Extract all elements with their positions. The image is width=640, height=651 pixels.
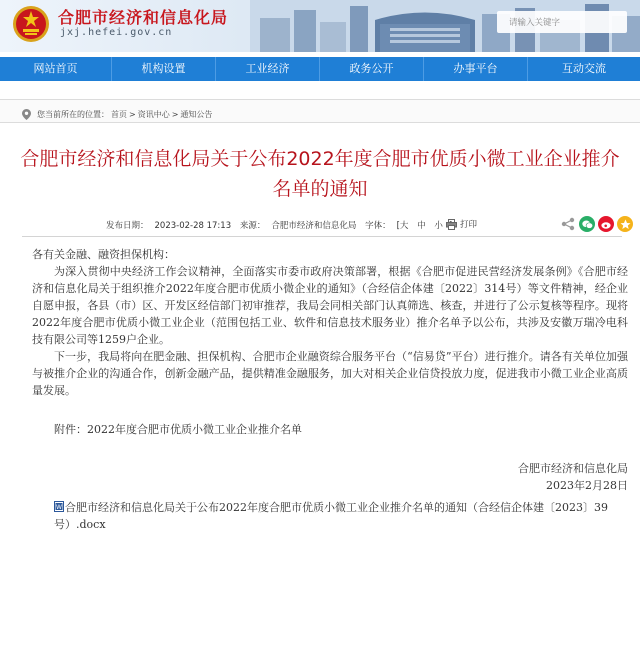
print-icon xyxy=(446,219,457,230)
article-meta-bar xyxy=(22,215,622,237)
source-label: 来源： xyxy=(239,221,266,231)
nav-item-gov-affairs[interactable]: 政务公开 xyxy=(320,57,424,81)
main-nav xyxy=(0,57,640,81)
attachment-file-link[interactable] xyxy=(32,499,628,533)
breadcrumb-separator: > xyxy=(171,109,179,119)
attachment-line: 附件：2022年度合肥市优质小微工业企业推介名单 xyxy=(54,423,302,436)
print-button[interactable] xyxy=(446,218,477,230)
wechat-icon[interactable] xyxy=(579,216,595,232)
article-paragraph: 下一步，我局将向在肥金融、担保机构、合肥市企业融资综合服务平台（“信易贷”平台）进行推介。请各有关单位加强与被推介企业的沟通合作，创新金融产品，提供精准金融服务，加大对相关企业信贷投放力度，促进我市小微工业企业高质量发展。 xyxy=(32,350,628,397)
nav-item-interaction[interactable]: 互动交流 xyxy=(562,62,606,75)
search-input[interactable]: 请输入关键字 xyxy=(497,11,627,33)
breadcrumb-notices[interactable]: 通知公告 xyxy=(180,109,213,119)
article-meta xyxy=(106,219,458,231)
breadcrumb-prefix: 您当前所在的位置： xyxy=(37,109,109,119)
breadcrumb-separator: > xyxy=(129,109,136,119)
site-title[interactable]: 合肥市经济和信息化局 xyxy=(58,8,229,27)
print-label: 打印 xyxy=(460,220,478,230)
font-label: 字体： xyxy=(365,221,391,231)
emblem-icon xyxy=(12,4,50,44)
weibo-icon[interactable] xyxy=(598,216,614,232)
attachment-file-name: 合肥市经济和信息化局关于公布2022年度合肥市优质小微工业企业推介名单的通知（合经信企体建〔2023〕39号）.docx xyxy=(54,501,608,531)
breadcrumb-news-center[interactable]: 资讯中心 xyxy=(137,109,170,119)
breadcrumb xyxy=(0,99,640,123)
location-pin-icon xyxy=(22,109,31,120)
share-bar xyxy=(560,216,633,232)
source-value: 合肥市经济和信息化局 xyxy=(271,221,357,231)
article-body xyxy=(32,246,628,533)
share-icon[interactable] xyxy=(560,216,576,232)
doc-file-icon xyxy=(54,501,64,512)
publish-date: 2023-02-28 17:13 xyxy=(154,221,232,231)
nav-item-services[interactable]: 办事平台 xyxy=(424,57,528,81)
article-paragraph: 为深入贯彻中央经济工作会议精神，全面落实市委市政府决策部署，根据《合肥市促进民营经济发展条例》《合肥市经济和信息化局关于组织推介2022年度合肥市优质小微企业的通知》（合经信企体建〔2022〕314号）等文件精神，经企业自愿申报，各县（市）区、开发区经信部门初审推荐，我局会同相关部门认真筛选、核查，并进行了公示复核等程序。现将2022年度合肥市优质小微工业企业（范围包括工业、软件和信息技术服务业）推介名单予以公布，共涉及安徽万瑞冷电科技有限公司等1259户企业。 xyxy=(32,265,628,346)
font-size-large[interactable]: 大 xyxy=(399,221,409,231)
page-title: 合肥市经济和信息化局关于公布2022年度合肥市优质小微工业企业推介名单的通知 xyxy=(20,148,620,200)
sign-date: 2023年2月28日 xyxy=(546,479,628,492)
nav-item-industry[interactable]: 工业经济 xyxy=(216,57,320,81)
font-size-control: 字体： [大 中 小 xyxy=(365,221,443,231)
nav-item-organization[interactable]: 机构设置 xyxy=(112,57,216,81)
font-size-small[interactable]: 小 xyxy=(434,221,443,231)
qzone-icon[interactable] xyxy=(617,216,633,232)
font-size-medium[interactable]: 中 xyxy=(417,221,426,231)
site-url: jxj.hefei.gov.cn xyxy=(60,27,173,38)
signature: 合肥市经济和信息化局 xyxy=(518,462,628,475)
article-salutation: 各有关金融、融资担保机构： xyxy=(32,248,175,261)
breadcrumb-home[interactable]: 首页 xyxy=(111,109,127,119)
nav-item-home[interactable]: 网站首页 xyxy=(0,57,112,81)
svg-text:W: W xyxy=(56,504,62,511)
site-header xyxy=(0,0,640,52)
publish-date-label: 发布日期： xyxy=(106,221,149,231)
